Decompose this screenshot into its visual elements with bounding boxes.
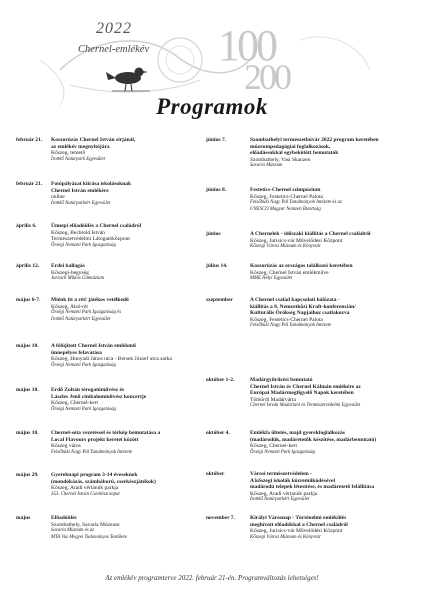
event-date: október 1-2. — [206, 377, 235, 383]
event-organizer: Felsőbüki Nagy Pál Tanulmányok Intézete — [51, 449, 133, 455]
event-title: Fotópályázat kiírása iskolásoknak Chernel István emlékére — [51, 181, 132, 194]
page-title: Programok — [156, 94, 268, 119]
anniversary-top: 100 — [218, 21, 275, 70]
event-title: Szombathelyi természetbúvár 2022 program keretében múzeumpedagógiai foglalkozások, előadássokkal egybekötött bemutatók — [250, 137, 379, 156]
event-date: október 4. — [206, 430, 230, 436]
event-organizer: Őrségi Nemzeti Park Igazgatóság — [51, 242, 116, 248]
event-title: Koszorúzás az országos találkozó keretében — [250, 263, 353, 269]
event-item — [16, 343, 172, 369]
event-date: február 21. — [16, 137, 43, 143]
event-name: Chernel-emlékév — [78, 44, 150, 55]
event-organizer: Savaria Múzeum és az MTA Vas Megyei Tudományos Testülete — [51, 528, 127, 540]
event-organizer: Őrségi Nemzeti Park Igazgatóság — [51, 362, 116, 368]
event-item — [206, 471, 374, 504]
event-item — [206, 297, 356, 330]
event-title: Festetics-Chernel szimpózium — [250, 187, 321, 193]
event-item — [16, 472, 156, 498]
event-title: A félújított Chernel István emlékmű ünnepélyes felavatása — [51, 343, 136, 356]
footer-note: Az emlékév programterve 2022. február 21-én. Programváltozás lehetséges! — [105, 574, 319, 582]
event-organizer: Írottkő Natúrpark Egyesület — [51, 156, 105, 162]
event-title: Miénk itt a rét! játékos vetélkedő — [51, 297, 129, 303]
event-location: Kőszeg, Festetics-Chernel Palota — [250, 193, 323, 200]
event-title: Koszorúzás Chernel István sírjánál, az emlékév megnyitójára — [51, 137, 136, 150]
event-item — [16, 223, 141, 249]
event-date: május 10. — [16, 430, 39, 436]
event-item — [16, 137, 135, 163]
event-item — [206, 515, 348, 541]
event-date: május 10. — [16, 387, 39, 393]
event-location: Kőszegi-hegység — [51, 269, 89, 276]
event-organizer: Kőszegi Városi Múzeum és Könyvtár — [250, 244, 321, 249]
event-date: május 6-7. — [16, 297, 41, 303]
event-location: Kőszeg város — [51, 443, 81, 449]
event-organizer: Felsőbüki Nagy Pál Tanulmányok Intézete és az UNESCO Magyar Nemzeti Bizottság — [250, 200, 342, 212]
event-date: szeptember — [206, 297, 233, 303]
event-title: Városi természetvédelem - A kőszegi iskolák közreműködésével madárodú telepek létesítése, és madáretető felállítása — [250, 471, 375, 490]
event-item — [16, 297, 129, 323]
event-item — [206, 263, 353, 283]
event-date: november 7. — [206, 515, 235, 521]
event-location: Szombathely, Savaria Múzeum — [51, 521, 120, 528]
event-organizer: MME Helyi Egyesület — [250, 276, 293, 281]
event-item — [206, 231, 371, 251]
event-location: Kőszeg, Chernel István emlékműve — [250, 269, 329, 276]
event-location: Kőszeg, Festetics-Chernel Palota — [250, 316, 323, 323]
year: 2022 — [96, 20, 132, 37]
event-organizer: Írottkő Natúrparkért Egyesület — [250, 497, 310, 502]
event-location: Kőszeg, Alsó-rét — [51, 303, 88, 310]
event-organizer: Felsőbüki Nagy Pál Tanulmányok Intézete — [250, 323, 332, 328]
event-title: A Chernelek - időszaki kiállítás a Chernel családról — [250, 231, 371, 237]
event-title: Gyereknapi program 3-14 éveseknek (mondókázás, számháború, cserkészjátékok) — [51, 472, 156, 485]
event-organizer: Őrségi Nemzeti Park Igazgatóság — [250, 449, 315, 455]
event-date: április 6. — [16, 223, 37, 229]
event-date: május 10. — [16, 343, 39, 349]
event-location: Kőszeg, Chernel-kert — [250, 443, 298, 449]
event-date: június 7. — [206, 137, 227, 143]
anniversary-bottom: 200 — [244, 57, 289, 97]
event-item — [206, 137, 379, 170]
event-date: június 8. — [206, 187, 227, 193]
event-date: április 12. — [16, 263, 40, 269]
event-date: február 21. — [16, 181, 43, 187]
event-item — [16, 430, 160, 456]
event-item — [16, 387, 146, 413]
event-date: július 14. — [206, 263, 228, 269]
event-item — [206, 430, 376, 456]
event-title: Chernel-séta vezetéssel és térkép bemutatása a Local Flavours projekt keretei között — [51, 430, 161, 443]
event-title: Erdő Zoltán térogatóművész és Lászles Jenő cimbalomművész koncertje — [51, 387, 147, 400]
event-location: Kőszeg, Jurisics-vár Művelődési Központ — [250, 237, 343, 244]
event-date: október — [206, 471, 225, 477]
event-location: Kőszeg, Aradi vértanúk parkja — [250, 490, 318, 497]
event-location: Szombathely, Vasi Skanzen — [250, 156, 311, 163]
event-organizer: 353. Chernel István Cserkészcsapat — [51, 491, 120, 497]
event-organizer: Írottkő Natúrparkért Egyesület — [51, 200, 111, 206]
event-title: Előadóülés — [51, 515, 77, 521]
event-date: május — [16, 515, 31, 521]
event-location: online — [51, 194, 65, 200]
bird-icon — [106, 68, 150, 92]
event-date: június — [206, 231, 221, 237]
event-title: Ünnepi előadóülés a Chernel családról — [51, 223, 142, 229]
event-item — [16, 263, 104, 283]
event-title: Emlékfa ültetés, majd gyerekfoglalkozás (madárodúk, madáretetők készítése, madárbemutató) — [250, 430, 377, 443]
event-title: A Chernel család kapcsolati hálózata - kiállítás a 8. Nemzetközi Kraft-konferencián/ Kulturális Örökség Napjaihoz csatlakozva — [250, 297, 356, 316]
event-organizer: Savaria Múzeum — [250, 163, 283, 168]
event-location: Kőszeg, Bechtold István Természetvédelmi Látogatóközpont — [51, 229, 130, 242]
event-location: Kőszeg, Jurisics-vár Művelődési Központ — [250, 528, 343, 534]
event-organizer: Jurisich Miklós Gimnázium — [51, 276, 105, 281]
event-title: Királyi Városnap - Történelmi emlékülés meghívott előadókkal a Chernel családról — [250, 515, 348, 528]
event-organizer: Chernel István Madártani és Természetvédelmi Egyesület — [250, 403, 361, 408]
event-location: Tömördi Madárvárta — [250, 396, 296, 403]
event-organizer: Őrségi Nemzeti Park Igazgatóság és Írottkő Natúrparkért Egyesület — [51, 310, 122, 322]
event-organizer: Őrségi Nemzeti Park Igazgatóság — [51, 406, 116, 412]
event-organizer: Kőszegi Városi Múzeum és Könyvtár — [250, 534, 321, 540]
event-date: május 29. — [16, 472, 39, 478]
event-location: Kőszeg, Aradi vértanúk parkja — [51, 485, 119, 491]
header — [0, 0, 424, 140]
event-location: Kőszeg, Chernel-kert — [51, 400, 99, 406]
event-item — [206, 377, 361, 410]
event-location: Kőszeg, Hunyadi János utca - Bersek József utca sarka — [51, 356, 172, 362]
event-item — [16, 181, 131, 207]
event-location: Kőszeg, temető — [51, 150, 86, 156]
event-title: Erdei ballagás — [51, 263, 85, 269]
event-item — [16, 515, 127, 541]
event-item — [206, 187, 342, 213]
event-title: Madárgyűrűzési bemutató Chernel István és Chernel Kálmán emlékére az Európai Madármegfigyelő Napok keretében — [250, 377, 361, 396]
